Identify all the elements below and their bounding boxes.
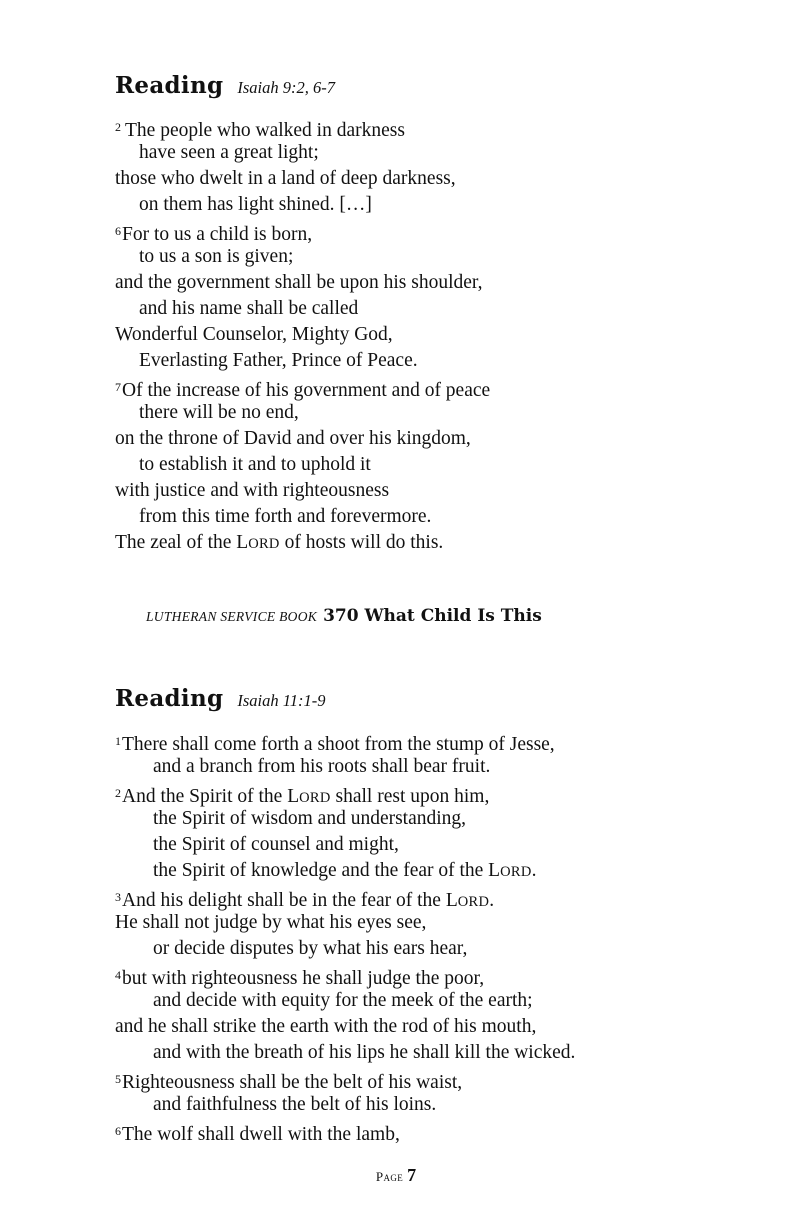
verse-number: 6 — [115, 224, 121, 238]
verse-line: with justice and with righteousness — [115, 480, 390, 501]
hymn-title: 370 What Child Is This — [323, 606, 542, 626]
verse-number: 6 — [115, 1124, 121, 1138]
scripture-reference: Isaiah 11:1-9 — [237, 691, 326, 710]
verse-line: and his name shall be called — [139, 298, 359, 319]
reading-heading-1 — [115, 72, 335, 99]
small-caps-lord: ORD — [299, 790, 331, 806]
verse-line: and a branch from his roots shall bear fruit. — [153, 756, 491, 777]
verse-number: 4 — [115, 968, 121, 982]
verse-line: on the throne of David and over his kingdom, — [115, 428, 471, 449]
verse-line: Everlasting Father, Prince of Peace. — [139, 350, 418, 371]
small-caps-lord: ORD — [500, 864, 532, 880]
reading-passage-1 — [115, 114, 490, 556]
verse-line: $^2$And the Spirit of the LORD shall rest upon him, — [115, 786, 490, 807]
small-caps-lord: ORD — [457, 894, 490, 910]
verse-line: on them has light shined. […] — [139, 194, 372, 215]
verse-line: there will be no end, — [139, 402, 299, 423]
verse-number: 2 — [115, 120, 121, 134]
verse-line: those who dwelt in a land of deep darkness, — [115, 168, 456, 189]
verse-line: the Spirit of counsel and might, — [153, 834, 399, 855]
verse-line: have seen a great light; — [139, 142, 319, 163]
verse-line: $^4$but with righteousness he shall judge the poor, — [115, 968, 485, 989]
verse-line: and decide with equity for the meek of the earth; — [153, 990, 533, 1011]
verse-line: and he shall strike the earth with the rod of his mouth, — [115, 1016, 537, 1037]
page-digit: 7 — [407, 1165, 417, 1185]
verse-line: the Spirit of wisdom and understanding, — [153, 808, 467, 829]
reading-title: Reading — [115, 685, 224, 712]
verse-line: $^3$And his delight shall be in the fear of the LORD. — [115, 890, 495, 911]
verse-line: Wonderful Counselor, Mighty God, — [115, 324, 393, 345]
verse-line: or decide disputes by what his ears hear, — [153, 938, 468, 959]
verse-number: 1 — [115, 734, 121, 748]
verse-line: $^6$For to us a child is born, — [115, 224, 313, 245]
page-label: Page — [375, 1169, 404, 1184]
hymnal-name: LUTHERAN SERVICE BOOK — [146, 609, 318, 624]
reading-passage-2 — [115, 728, 575, 1144]
scripture-reference: Isaiah 9:2, 6-7 — [237, 78, 335, 97]
verse-number: 5 — [115, 1072, 121, 1086]
verse-line: $^6$The wolf shall dwell with the lamb, — [115, 1124, 400, 1145]
verse-line: and the government shall be upon his shoulder, — [115, 272, 483, 293]
reading-title: Reading — [115, 72, 224, 99]
verse-line: He shall not judge by what his eyes see, — [115, 912, 427, 933]
verse-line: the Spirit of knowledge and the fear of the LORD. — [153, 860, 537, 881]
verse-line: and with the breath of his lips he shall kill the wicked. — [153, 1042, 576, 1063]
verse-number: 2 — [115, 786, 121, 800]
verse-line: to establish it and to uphold it — [139, 454, 371, 475]
reading-heading-2 — [115, 685, 326, 712]
verse-line: $^1$There shall come forth a shoot from the stump of Jesse, — [115, 734, 555, 755]
verse-number: 7 — [115, 380, 121, 394]
small-caps-lord: ORD — [248, 536, 280, 552]
verse-line: and faithfulness the belt of his loins. — [153, 1094, 437, 1115]
verse-line: $^7$Of the increase of his government and of peace — [115, 380, 491, 401]
verse-line: from this time forth and forevermore. — [139, 506, 432, 527]
verse-number: 3 — [115, 890, 121, 904]
verse-line: to us a son is given; — [139, 246, 294, 267]
verse-line: $^2$ The people who walked in darkness — [115, 120, 405, 141]
verse-line: $^5$Righteousness shall be the belt of his waist, — [115, 1072, 463, 1093]
hymn-listing — [146, 606, 542, 626]
page-number — [0, 1165, 792, 1186]
verse-line: The zeal of the LORD of hosts will do this. — [115, 532, 444, 553]
